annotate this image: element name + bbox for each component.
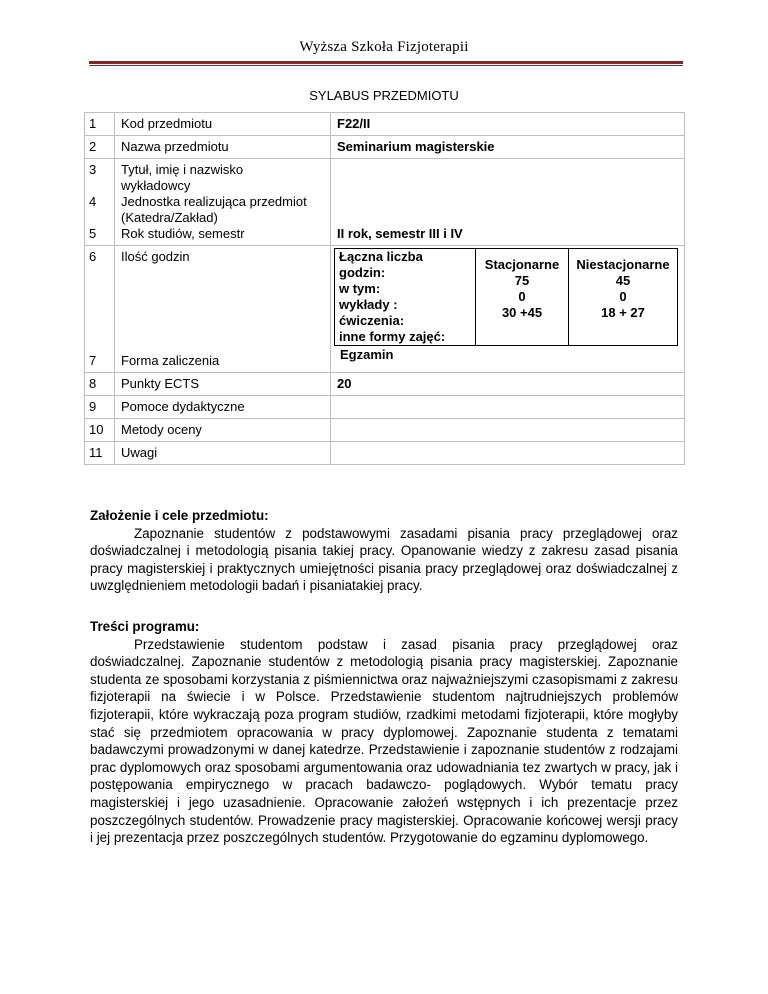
hours-label: inne formy zajęć: [339, 329, 446, 344]
row-label: Nazwa przedmiotu [115, 136, 331, 159]
program-section [90, 618, 678, 847]
row-number: 9 [85, 396, 115, 419]
hours-label: Łączna liczba godzin: [339, 249, 423, 280]
syllabus-table [84, 112, 685, 465]
hours-row [335, 249, 678, 346]
header-title: Wyższa Szkoła Fizjoterapii [299, 39, 469, 55]
row-number: 10 [85, 419, 115, 442]
row-label: Ilość godzin [121, 249, 190, 264]
stacjonarne-exercises: 30 +45 [501, 305, 543, 320]
row-label: Punkty ECTS [115, 373, 331, 396]
table-row [85, 136, 685, 159]
hours-label: wykłady : [339, 297, 398, 312]
row-number: 7 [89, 353, 97, 368]
header-rule [89, 61, 683, 64]
goals-text: Zapoznanie studentów z podstawowymi zasadami pisania pracy przeglądowej oraz doświadczalnej i metodologią pisania takiej pracy. Opanowanie wiedzy z zakresu zasad pisania pracy magisterskiej i praktycznych umiejętności pisania pracy przeglądowej oraz doświadczalnej z uwzględnieniem metodologii badań i pisaniatakiej pracy. [90, 525, 678, 594]
niestacjonarne-total: 45 [615, 273, 631, 288]
niestacjonarne-lectures: 0 [619, 289, 627, 304]
row-number: 11 [85, 442, 115, 465]
table-row [85, 419, 685, 442]
row-number: 1 [85, 113, 115, 136]
niestacjonarne-exercises: 18 + 27 [601, 305, 645, 320]
row-value [331, 442, 685, 465]
goals-heading: Założenie i cele przedmiotu: [90, 508, 269, 523]
row-label: Kod przedmiotu [115, 113, 331, 136]
stacjonarne-header: Stacjonarne [484, 257, 560, 272]
row-number: 5 [89, 226, 97, 241]
table-row [85, 113, 685, 136]
niestacjonarne-header: Niestacjonarne [576, 257, 670, 272]
row-number: 2 [85, 136, 115, 159]
document-title: SYLABUS PRZEDMIOTU [309, 88, 459, 103]
row-label: Rok studiów, semestr [121, 226, 245, 241]
table-row [85, 442, 685, 465]
header-rule-thin [89, 65, 683, 66]
hours-table [334, 248, 678, 346]
program-text: Przedstawienie studentom podstaw i zasad pisania pracy przeglądowej oraz doświadczalnej. Zapoznanie studentów z metodologią pisania pracy magisterskiej. Zapoznanie studenta ze sposobami korzystania z piśmiennictwa oraz najważniejszymi czasopismami z zakresu fizjoterapii na świecie i w Polsce. Przedstawienie studentom najtrudniejszych problemów fizjoterapii, które wykraczają poza program studiów, rzadkimi metodami fizjoterapii, które mogłyby stać się przedmiotem opracowania w pracy dyplomowej. Zapoznanie studenta z tematami badawczymi prowadzonymi w danej katedrze. Przedstawienie i zapoznanie studentów z rodzajami prac dyplomowych oraz sposobami argumentowania oraz udowadniania tez zwartych w pracy, jak i postępowania empirycznego w pracach badawczo- poglądowych. Wybór tematu pracy magisterskiej i jego uzasadnienie. Opracowanie założeń wstępnych i ich prezentacje przez poszczególnych studentów. Prowadzenie pracy magisterskiej. Opracowanie końcowej wersji pracy i jej prezentacja przez poszczególnych studentów. Przygotowanie do egzaminu dyplomowego. [90, 636, 678, 846]
row-label: Uwagi [115, 442, 331, 465]
row-value: 20 [331, 373, 685, 396]
stacjonarne-lectures: 0 [518, 289, 526, 304]
hours-label: w tym: [339, 281, 381, 296]
row-value: II rok, semestr III i IV [331, 159, 685, 246]
row-value: Egzamin [340, 347, 394, 362]
row-number: 6 [89, 249, 97, 264]
table-row [85, 159, 685, 246]
row-label: Pomoce dydaktyczne [115, 396, 331, 419]
row-label: Forma zaliczenia [121, 353, 220, 368]
program-heading: Treści programu: [90, 619, 200, 634]
row-value: Seminarium magisterskie [331, 136, 685, 159]
table-row [85, 396, 685, 419]
goals-section [90, 507, 678, 595]
row-label: Tytuł, imię i nazwisko wykładowcy [121, 162, 244, 193]
row-number: 8 [85, 373, 115, 396]
stacjonarne-total: 75 [514, 273, 530, 288]
row-value: F22/II [331, 113, 685, 136]
table-row [85, 246, 685, 373]
row-number: 4 [89, 194, 97, 209]
row-label: Jednostka realizująca przedmiot (Katedra/Zakład) [121, 194, 307, 225]
table-row [85, 373, 685, 396]
row-number: 3 [89, 162, 97, 177]
row-value [331, 396, 685, 419]
row-value [331, 419, 685, 442]
hours-label: ćwiczenia: [339, 313, 405, 328]
row-label: Metody oceny [115, 419, 331, 442]
